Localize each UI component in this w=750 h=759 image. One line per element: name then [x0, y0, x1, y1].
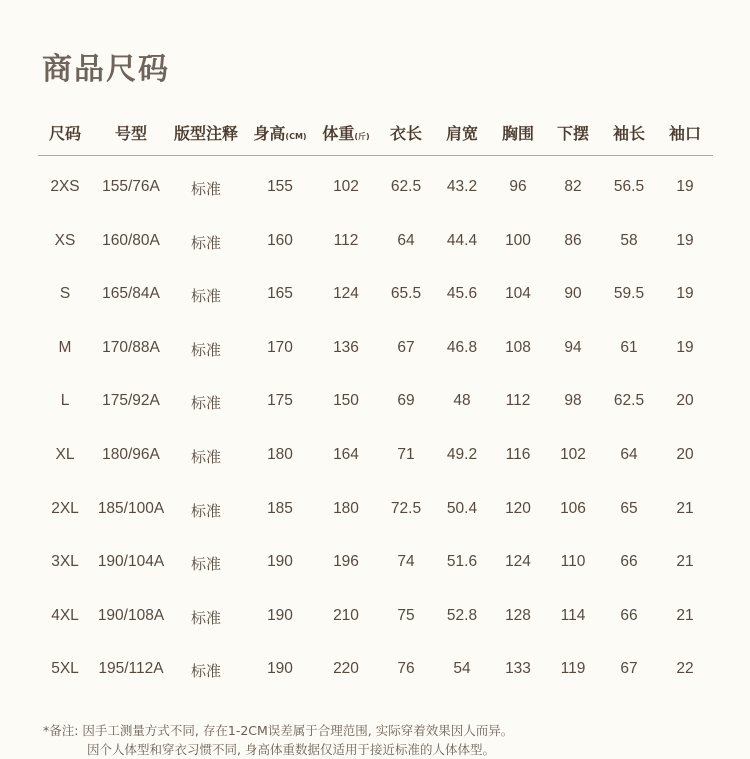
table-row	[0, 232, 750, 256]
cell-cuff: 21	[676, 606, 694, 624]
header-model-label: 号型	[114, 124, 148, 143]
footnote-line-2: 因个人体型和穿衣习惯不同, 身高体重数据仅适用于接近标准的人体体型。	[87, 742, 495, 757]
header-size-label: 尺码	[48, 124, 82, 143]
cell-cuff: 20	[676, 446, 694, 463]
header-divider	[38, 155, 713, 156]
cell-height: 160	[267, 231, 293, 249]
header-chest-label: 胸围	[501, 124, 535, 143]
cell-weight: 102	[333, 178, 359, 195]
cell-size: L	[60, 392, 70, 410]
cell-cuff: 21	[676, 553, 694, 571]
cell-hem: 94	[564, 338, 582, 356]
cell-size: 3XL	[51, 553, 79, 571]
header-cuff-label: 袖口	[668, 124, 702, 143]
cell-height: 155	[267, 178, 293, 195]
cell-length: 76	[397, 660, 415, 678]
cell-cuff: 19	[676, 231, 694, 249]
table-row	[0, 285, 750, 309]
cell-shoulder: 43.2	[446, 178, 478, 195]
cell-shoulder: 54	[453, 660, 471, 678]
page-title: 商品尺码	[42, 52, 170, 87]
cell-model: 180/96A	[102, 446, 160, 463]
header-sleeve	[613, 121, 645, 144]
cell-sleeve: 67	[620, 660, 638, 678]
cell-size: 2XL	[51, 499, 79, 517]
header-length-label: 衣长	[389, 124, 423, 143]
cell-hem: 98	[564, 392, 582, 410]
header-model	[115, 121, 147, 144]
cell-cuff: 19	[676, 338, 694, 356]
header-cuff	[669, 121, 701, 144]
cell-size: XL	[55, 446, 75, 463]
cell-size: M	[58, 338, 72, 356]
cell-chest: 112	[505, 392, 531, 410]
cell-sleeve: 56.5	[613, 178, 645, 195]
cell-fit: 标准	[190, 555, 222, 574]
header-height	[253, 121, 306, 144]
cell-height: 190	[267, 553, 293, 571]
cell-length: 74	[397, 553, 415, 571]
header-size	[49, 121, 81, 144]
cell-chest: 133	[505, 660, 531, 678]
header-shoulder-label: 肩宽	[445, 124, 479, 143]
cell-weight: 210	[333, 606, 359, 624]
cell-model: 190/108A	[97, 606, 165, 624]
table-row	[0, 178, 750, 202]
table-row	[0, 660, 750, 684]
table-header	[0, 121, 750, 145]
cell-size: 5XL	[51, 660, 79, 678]
cell-size: S	[59, 285, 71, 303]
cell-length: 65.5	[390, 285, 422, 303]
cell-sleeve: 64	[620, 446, 638, 463]
table-row	[0, 553, 750, 577]
header-height-label: 身高	[253, 124, 286, 143]
cell-cuff: 21	[676, 499, 694, 517]
cell-fit: 标准	[190, 233, 222, 252]
cell-size: XS	[54, 231, 76, 249]
header-weight-unit: (斤)	[354, 132, 370, 141]
cell-weight: 180	[333, 499, 359, 517]
table-row	[0, 446, 750, 470]
footnote-line-1: *备注: 因手工测量方式不同, 存在1-2CM误差属于合理范围, 实际穿着效果因人而异。	[43, 723, 514, 738]
header-hem	[557, 121, 589, 144]
cell-hem: 110	[560, 553, 586, 571]
cell-height: 190	[267, 606, 293, 624]
cell-sleeve: 59.5	[613, 285, 645, 303]
header-length	[390, 121, 422, 144]
header-shoulder	[446, 121, 478, 144]
cell-model: 165/84A	[102, 285, 160, 303]
cell-sleeve: 66	[620, 553, 638, 571]
cell-shoulder: 52.8	[446, 606, 478, 624]
cell-shoulder: 46.8	[446, 338, 478, 356]
cell-sleeve: 65	[620, 499, 638, 517]
cell-length: 75	[397, 606, 415, 624]
cell-weight: 196	[333, 553, 359, 571]
cell-weight: 112	[333, 231, 359, 249]
cell-model: 190/104A	[97, 553, 165, 571]
cell-model: 195/112A	[98, 660, 164, 678]
cell-sleeve: 58	[620, 231, 638, 249]
header-chest	[502, 121, 534, 144]
cell-chest: 96	[509, 178, 527, 195]
cell-cuff: 22	[676, 660, 694, 678]
cell-height: 185	[267, 499, 293, 517]
table-row	[0, 339, 750, 363]
cell-length: 62.5	[390, 178, 422, 195]
cell-model: 170/88A	[102, 338, 160, 356]
cell-hem: 86	[564, 231, 582, 249]
cell-shoulder: 44.4	[446, 231, 478, 249]
cell-fit: 标准	[190, 501, 222, 520]
cell-chest: 116	[505, 446, 531, 463]
cell-length: 64	[397, 231, 415, 249]
cell-shoulder: 49.2	[446, 446, 478, 463]
cell-hem: 82	[564, 178, 582, 195]
cell-fit: 标准	[190, 394, 222, 413]
header-weight-label: 体重	[322, 124, 355, 143]
header-fit-label: 版型注释	[173, 124, 239, 143]
header-fit	[174, 121, 238, 144]
cell-cuff: 20	[676, 392, 694, 410]
cell-hem: 114	[560, 606, 586, 624]
cell-weight: 124	[333, 285, 359, 303]
cell-length: 69	[397, 392, 415, 410]
cell-chest: 104	[505, 285, 531, 303]
cell-chest: 100	[505, 231, 531, 249]
cell-weight: 220	[333, 660, 359, 678]
cell-height: 180	[267, 446, 293, 463]
header-sleeve-label: 袖长	[612, 124, 646, 143]
cell-weight: 150	[333, 392, 359, 410]
cell-hem: 102	[560, 446, 586, 463]
cell-height: 165	[267, 285, 293, 303]
cell-height: 175	[267, 392, 293, 410]
cell-sleeve: 61	[620, 338, 638, 356]
cell-hem: 119	[560, 660, 586, 678]
cell-sleeve: 62.5	[613, 392, 645, 410]
cell-chest: 108	[505, 338, 531, 356]
cell-chest: 128	[505, 606, 531, 624]
cell-size: 2XS	[50, 178, 80, 195]
cell-size: 4XL	[51, 606, 79, 624]
cell-sleeve: 66	[620, 606, 638, 624]
cell-fit: 标准	[190, 180, 222, 198]
cell-length: 67	[397, 338, 415, 356]
cell-length: 72.5	[390, 499, 422, 517]
cell-fit: 标准	[190, 608, 222, 627]
cell-model: 185/100A	[97, 499, 165, 517]
header-height-unit: (CM)	[285, 132, 307, 141]
table-row	[0, 500, 750, 524]
cell-fit: 标准	[190, 287, 222, 306]
cell-hem: 106	[560, 499, 586, 517]
table-row	[0, 392, 750, 416]
cell-model: 175/92A	[102, 392, 160, 410]
cell-hem: 90	[564, 285, 582, 303]
cell-fit: 标准	[190, 340, 222, 359]
cell-chest: 120	[505, 499, 531, 517]
header-weight	[322, 121, 369, 144]
cell-shoulder: 48	[453, 392, 471, 410]
cell-weight: 136	[333, 338, 359, 356]
cell-shoulder: 45.6	[446, 285, 478, 303]
table-row	[0, 607, 750, 631]
cell-shoulder: 50.4	[446, 499, 478, 517]
cell-fit: 标准	[190, 662, 222, 681]
cell-chest: 124	[505, 553, 531, 571]
cell-height: 190	[267, 660, 293, 678]
cell-cuff: 19	[676, 178, 694, 195]
header-hem-label: 下摆	[556, 124, 590, 143]
cell-shoulder: 51.6	[446, 553, 478, 571]
footnote	[43, 721, 513, 759]
cell-length: 71	[397, 446, 415, 463]
cell-model: 160/80A	[102, 231, 160, 249]
cell-fit: 标准	[190, 448, 222, 466]
cell-weight: 164	[333, 446, 359, 463]
cell-height: 170	[267, 338, 293, 356]
cell-model: 155/76A	[102, 178, 160, 195]
cell-cuff: 19	[676, 285, 694, 303]
